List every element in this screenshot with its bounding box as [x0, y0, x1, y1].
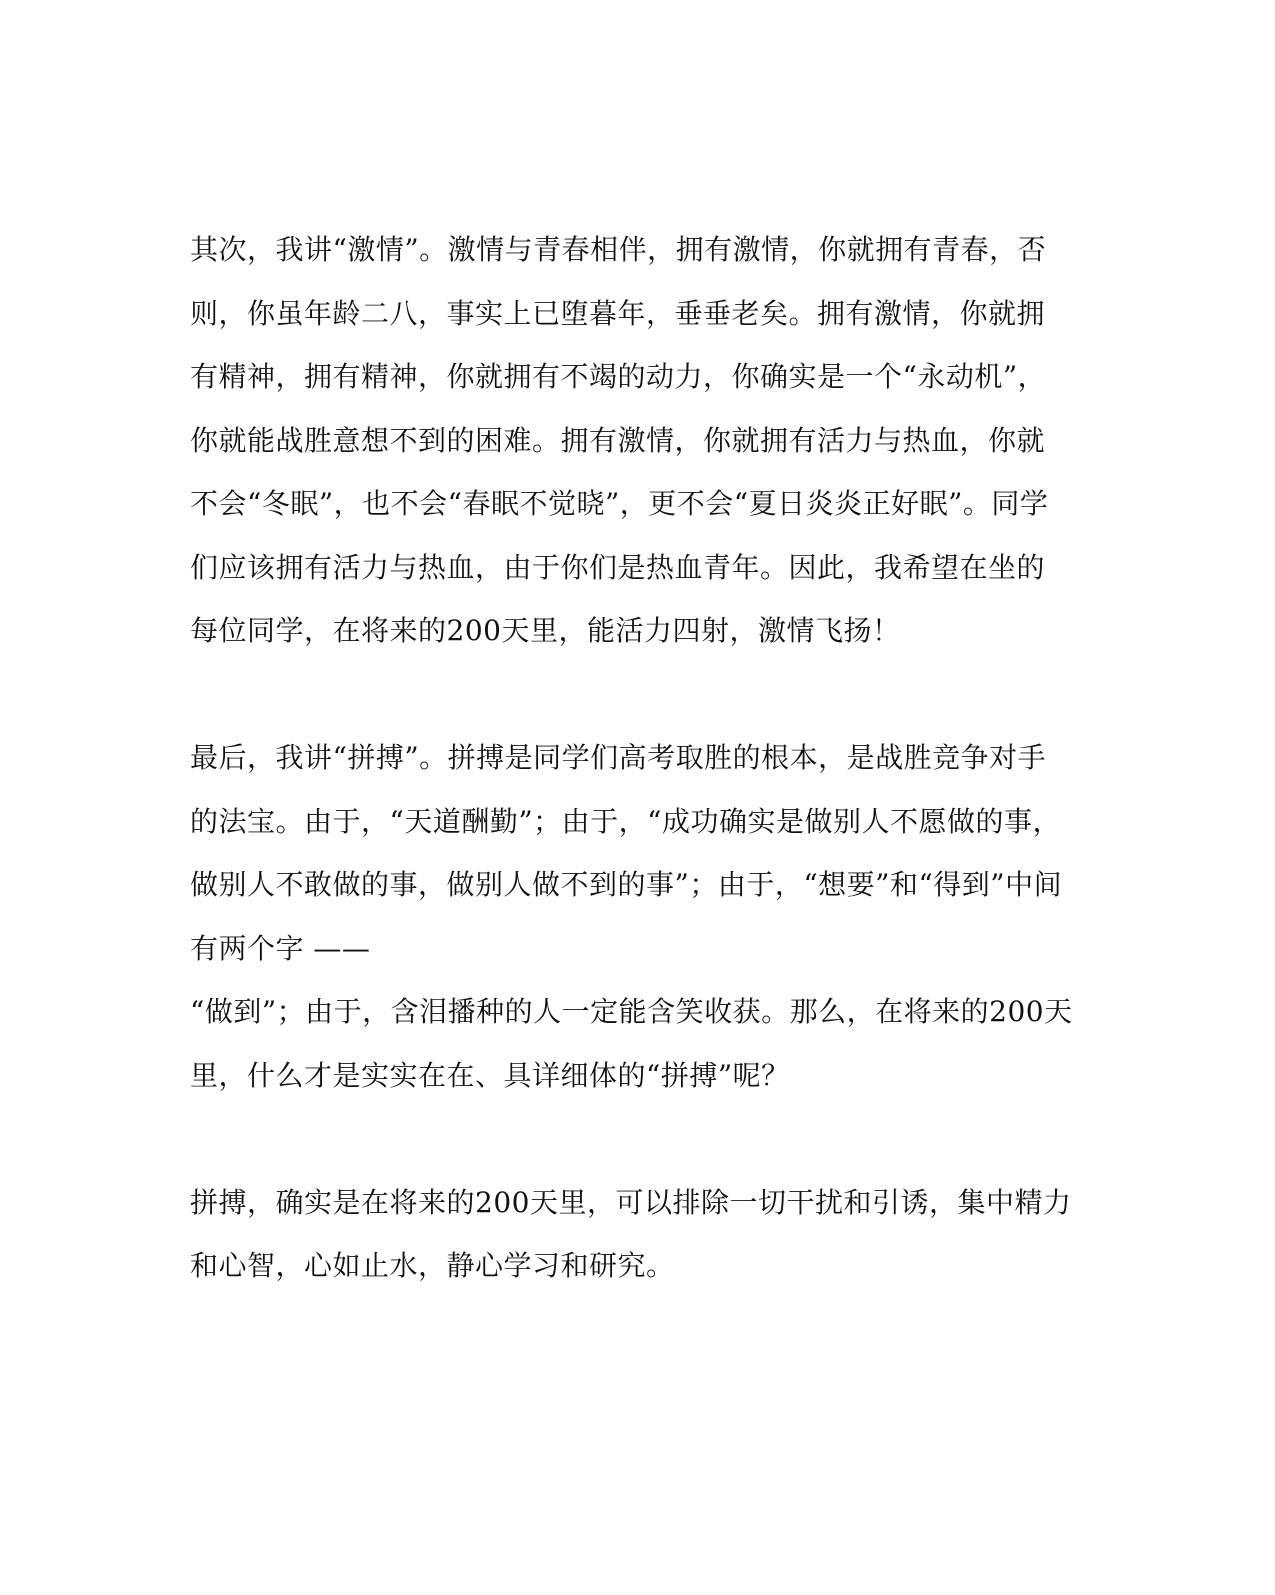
- text-line: “做到”；由于，含泪播种的人一定能含笑收获。那么，在将来的200天: [190, 995, 1073, 1028]
- text-line: 们应该拥有活力与热血，由于你们是热血青年。因此，我希望在坐的: [190, 550, 1046, 584]
- paragraph-spacer: [190, 1107, 1070, 1171]
- text-line: 和心智，心如止水，静心学习和研究。: [190, 1249, 675, 1282]
- document-body: [190, 218, 1073, 1298]
- paragraph-passion: [190, 218, 1070, 663]
- text-line: 的法宝。由于，“天道酬勤”；由于，“成功确实是做别人不愿做的事，: [190, 804, 1061, 838]
- paragraph-definition: [190, 1171, 1070, 1298]
- text-line: 不会“冬眠”，也不会“春眠不觉晓”，更不会“夏日炎炎正好眠”。同学: [190, 487, 1049, 520]
- text-line: 则，你虽年龄二八，事实上已堕暮年，垂垂老矣。拥有激情，你就拥: [190, 296, 1046, 330]
- text-line: 最后，我讲“拼搏”。拼搏是同学们高考取胜的根本，是战胜竞争对手: [190, 741, 1047, 774]
- text-line: 有精神，拥有精神，你就拥有不竭的动力，你确实是一个“永动机”，: [190, 360, 1047, 393]
- text-line: 拼搏，确实是在将来的200天里，可以排除一切干扰和引诱，集中精力: [190, 1185, 1072, 1219]
- text-line: 里，什么才是实实在在、具详细体的“拼搏”呢？: [190, 1058, 790, 1092]
- text-line: 做别人不敢做的事，做别人做不到的事”；由于，“想要”和“得到”中间: [190, 868, 1063, 901]
- text-line: 每位同学，在将来的200天里，能活力四射，激情飞扬！: [190, 614, 901, 647]
- text-line: 你就能战胜意想不到的困难。拥有激情，你就拥有活力与热血，你就: [190, 423, 1046, 457]
- paragraph-striving: [190, 726, 1073, 1107]
- text-line: 其次，我讲“激情”。激情与青春相伴，拥有激情，你就拥有青春，否: [190, 233, 1047, 266]
- paragraph-spacer: [190, 663, 1070, 727]
- text-line: 有两个字 ——: [190, 931, 371, 965]
